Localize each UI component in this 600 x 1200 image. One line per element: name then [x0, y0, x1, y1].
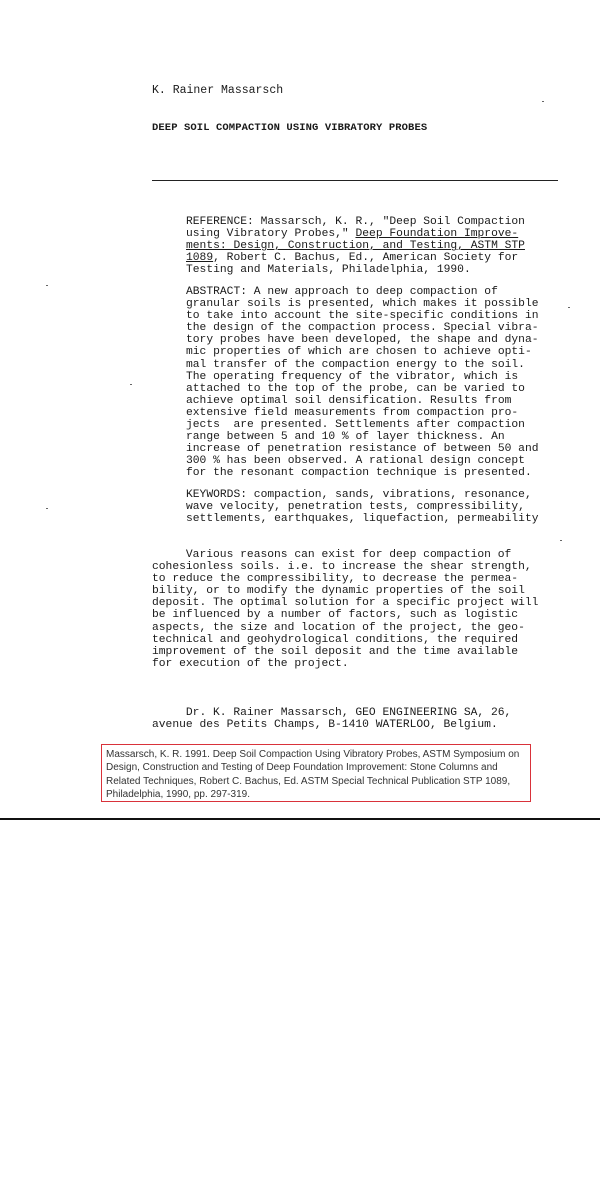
citation-line: Massarsch, K. R. 1991. Deep Soil Compaction Using Vibratory Probes, ASTM Symposium on: [106, 749, 520, 760]
citation-line: Design, Construction and Testing of Deep Foundation Improvement: Stone Columns and: [106, 762, 498, 774]
reference-line: using Vibratory Probes," Deep Foundation Improve-: [186, 228, 519, 241]
paper-title: DEEP SOIL COMPACTION USING VIBRATORY PROBES: [152, 122, 428, 134]
intro-line: technical and geohydrological conditions, the required: [152, 633, 519, 646]
scan-speck: [568, 307, 570, 308]
abstract-line: mal transfer of the compaction energy to the soil.: [186, 358, 525, 371]
intro-line: to reduce the compressibility, to decrease the permea-: [152, 573, 519, 586]
scan-speck: [542, 101, 544, 102]
abstract-line: increase of penetration resistance of between 50 and: [186, 443, 539, 456]
abstract-line: attached to the top of the probe, can be varied to: [186, 382, 525, 395]
abstract-line: mic properties of which are chosen to achieve opti-: [186, 346, 532, 359]
intro-line: aspects, the size and location of the project, the geo-: [152, 621, 525, 634]
abstract-line: the design of the compaction process. Special vibra-: [186, 322, 539, 335]
reference-stp-number: 1089: [186, 252, 214, 265]
scan-speck: [130, 384, 132, 385]
title-rule: [152, 180, 558, 181]
citation-box: [101, 744, 531, 802]
intro-line: improvement of the soil deposit and the time available: [152, 645, 519, 658]
intro-line: for execution of the project.: [152, 657, 349, 670]
abstract-line: ABSTRACT: A new approach to deep compaction of: [186, 286, 498, 298]
intro-line: be influenced by a number of factors, such as logistic: [152, 609, 519, 622]
abstract-line: 300 % has been observed. A rational design concept: [186, 455, 525, 468]
introduction-paragraph: [152, 549, 572, 670]
scan-speck: [46, 508, 48, 509]
scan-speck: [560, 540, 562, 541]
abstract-line: tory probes have been developed, the shape and dyna-: [186, 334, 539, 347]
author-address: [152, 707, 572, 731]
abstract-line: granular soils is presented, which makes it possible: [186, 298, 539, 311]
abstract-line: range between 5 and 10 % of layer thickness. An: [186, 431, 505, 444]
abstract-line: achieve optimal soil densification. Results from: [186, 394, 512, 407]
keywords-line: settlements, earthquakes, liquefaction, permeability: [186, 513, 539, 526]
intro-line: cohesionless soils. i.e. to increase the shear strength,: [152, 561, 532, 574]
scan-speck: [46, 285, 48, 286]
intro-line: Various reasons can exist for deep compaction of: [152, 549, 512, 561]
reference-block: [186, 216, 564, 276]
address-line: Dr. K. Rainer Massarsch, GEO ENGINEERING SA, 26,: [152, 707, 512, 719]
author-name: K. Rainer Massarsch: [152, 84, 284, 97]
reference-line: REFERENCE: Massarsch, K. R., "Deep Soil Compaction: [186, 216, 525, 228]
abstract-line: The operating frequency of the vibrator, which is: [186, 370, 519, 383]
page-bottom-rule: [0, 818, 600, 820]
abstract-line: jects are presented. Settlements after compaction: [186, 419, 525, 432]
keywords-line: KEYWORDS: compaction, sands, vibrations, resonance,: [186, 489, 532, 501]
reference-line: 1089, Robert C. Bachus, Ed., American Society for: [186, 252, 519, 265]
abstract-line: extensive field measurements from compaction pro-: [186, 406, 519, 419]
abstract-line: for the resonant compaction technique is presented.: [186, 467, 532, 480]
abstract-block: [186, 286, 564, 480]
keywords-line: wave velocity, penetration tests, compressibility,: [186, 501, 525, 514]
abstract-line: to take into account the site-specific conditions in: [186, 310, 539, 323]
citation-line: Related Techniques, Robert C. Bachus, Ed. ASTM Special Technical Publication STP 1089,: [106, 775, 511, 787]
address-line: avenue des Petits Champs, B-1410 WATERLOO, Belgium.: [152, 719, 498, 732]
intro-line: deposit. The optimal solution for a specific project will: [152, 597, 539, 610]
intro-line: bility, or to modify the dynamic properties of the soil: [152, 585, 525, 598]
reference-book-title: Deep Foundation Improve-: [355, 228, 519, 241]
reference-line: Testing and Materials, Philadelphia, 1990.: [186, 264, 471, 277]
citation-line: Philadelphia, 1990, pp. 297-319.: [106, 789, 251, 801]
keywords-block: [186, 489, 564, 525]
reference-line: ments: Design, Construction, and Testing, ASTM STP: [186, 240, 525, 253]
